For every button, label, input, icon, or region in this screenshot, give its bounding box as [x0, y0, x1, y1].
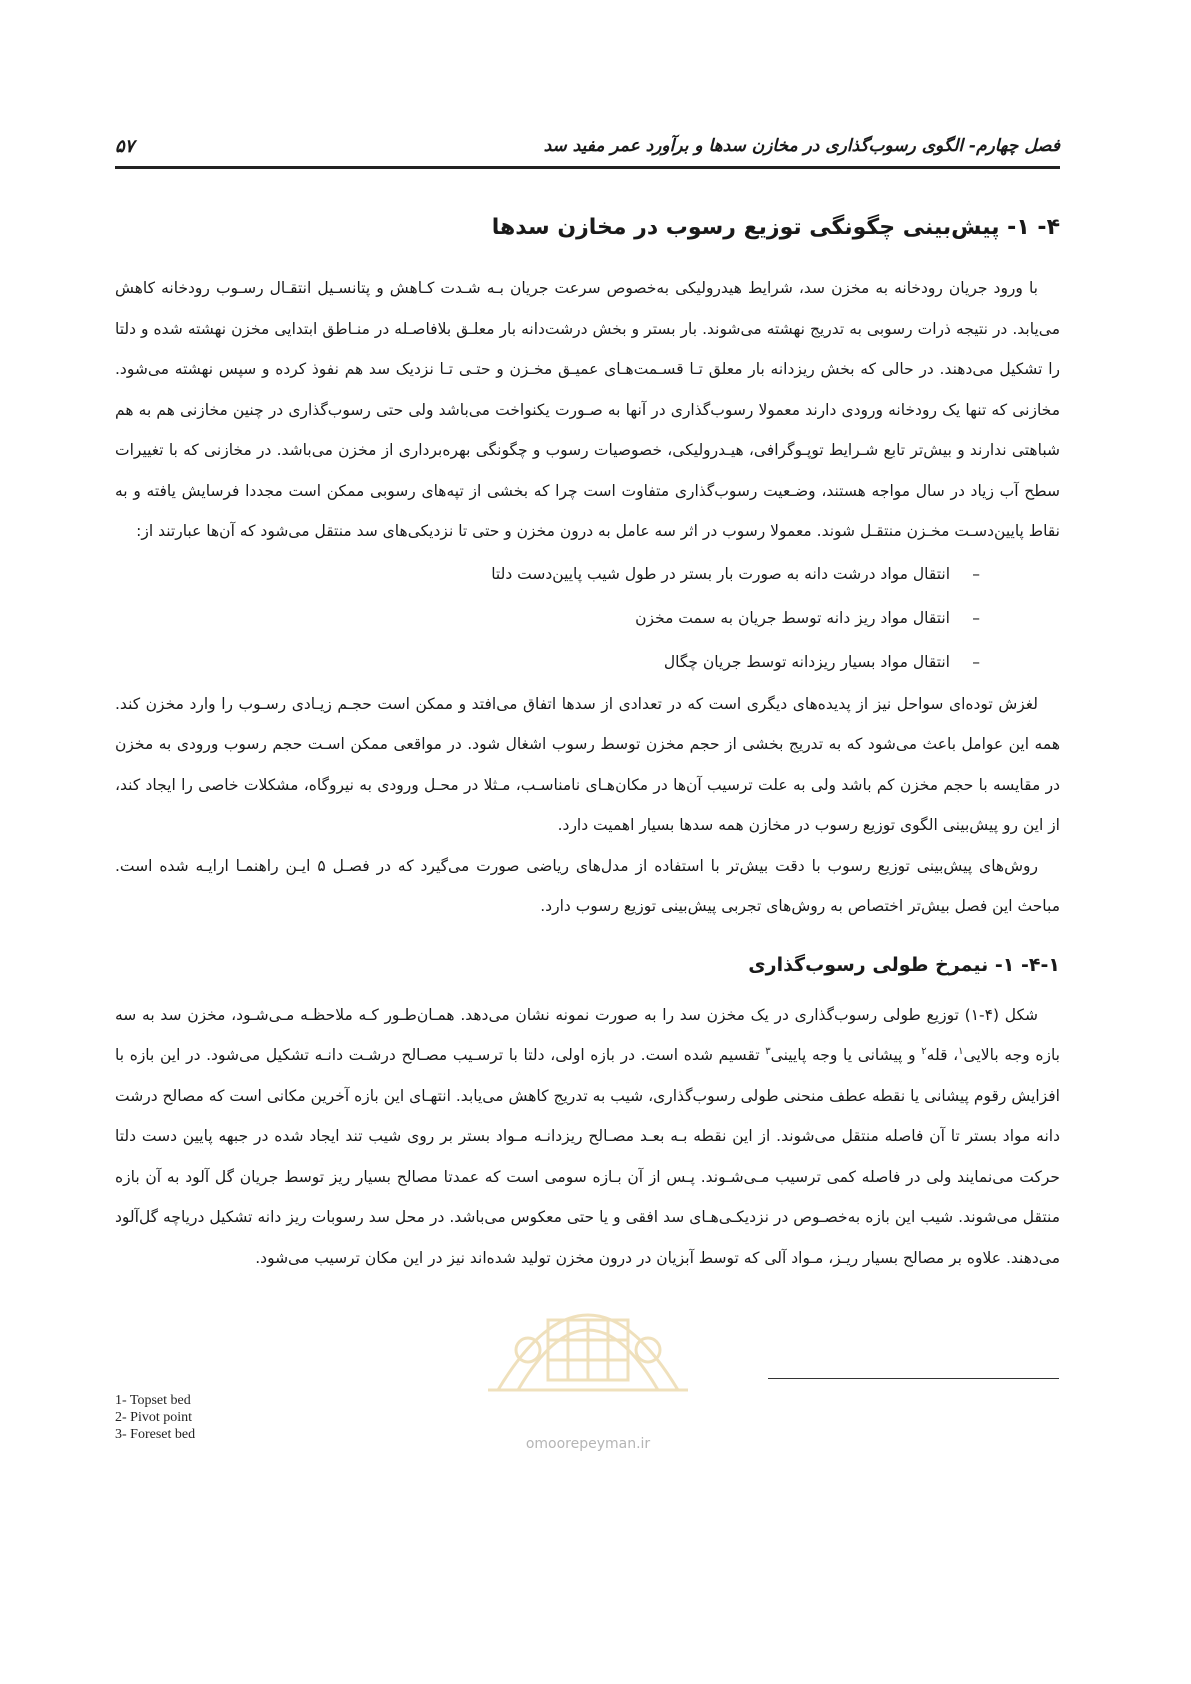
- watermark-text: omoorepeyman.ir: [525, 1436, 651, 1452]
- footnote-item: 1- Topset bed: [115, 1393, 191, 1408]
- page-number: ۵۷: [115, 135, 135, 157]
- dash-bullet: –: [972, 608, 980, 627]
- footnote-ref-1: ۱: [958, 1045, 964, 1057]
- footnote-ref-2: ۲: [921, 1045, 927, 1057]
- list-item: [115, 596, 980, 640]
- header-rule: [115, 166, 1060, 169]
- chapter-title: فصل چهارم- الگوی رسوب‌گذاری در مخازن سدها و برآورد عمر مفید سد: [543, 136, 1060, 156]
- main-content: [115, 210, 1060, 1278]
- section-heading: ۴- ۱- پیش‌بینی چگونگی توزیع رسوب در مخازن سدها: [491, 215, 1060, 240]
- paragraph-methods: روش‌های پیش‌بینی توزیع رسوب با دقت بیش‌تر با استفاده از مدل‌های ریاضی صورت می‌گیرد که در فصـل ۵ ایـن راهنمـا ارایـه شده است. مباحث این فصل بیش‌تر اختصاص به روش‌های تجربی پیش‌بینی توزیع رسوب دارد.: [115, 856, 1060, 915]
- footnote-item: 2- Pivot point: [115, 1410, 193, 1425]
- list-item-text: انتقال مواد بسیار ریزدانه توسط جریان چگال: [663, 652, 950, 671]
- running-header: [115, 128, 1060, 164]
- dash-bullet: –: [972, 652, 980, 671]
- list-item: [115, 552, 980, 596]
- footnote-rule: [768, 1378, 1059, 1379]
- paragraph-landslide: لغزش توده‌ای سواحل نیز از پدیده‌های دیگری است که در تعدادی از سدها اتفاق می‌افتد و ممکن است حجـم زیـادی رسـوب را وارد مخزن کند. همه این عوامل باعث می‌شود که به تدریج بخشی از حجم مخزن توسط رسوب اشغال شود. در مواقعی ممکن اسـت حجم رسوب ورودی به مخزن در مقایسه با حجم مخزن کم باشد ولی به علت ترسیب آن‌ها در مکان‌هـای نامناسـب، مـثلا در محـل ورودی به نیروگاه، مشکلات خاصی را ایجاد کند، از این رو پیش‌بینی الگوی توزیع رسوب در مخازن همه سدها بسیار اهمیت دارد.: [115, 694, 1060, 834]
- footnote-ref-3: ۳: [765, 1045, 771, 1057]
- list-item: [115, 640, 980, 684]
- profile-text-4: تقسیم شده است. در بازه اولی، دلتا با ترسـیب مصـالح درشـت دانـه تشکیل می‌شود. در این بازه با افزایش رقوم پیشانی یا نقطه عطف منحنی طولی رسوب‌گذاری، شیب به تدریج کاهش می‌یابد. انتهـای این بازه آخرین مکانی است که مصالح درشت دانه مواد بستر تا آن فاصله منتقل می‌شوند. از این نقطه بـه بعـد مصـالح ریزدانـه مـواد بستر بر روی شیب تند ایجاد شده در جبهه پایین دست دلتا حرکت می‌نمایند ولی در فاصله کمی ترسیب مـی‌شـوند. پـس از آن بـازه سومی است که عمدتا مصالح بسیار ریز توسط جریان گل آلود به آن بازه منتقل می‌شوند. شیب این بازه به‌خصـوص در نزدیکـی‌هـای سد افقی و یا حتی معکوس می‌باشد. در محل سد رسوبات ریز دانه تشکیل دریاچه گل‌آلود می‌دهند. علاوه بر مصالح بسیار ریـز، مـواد آلی که توسط آبزیان در درون مخزن تولید شده‌اند نیز در این مکان ترسیب می‌شود.: [115, 1046, 1060, 1267]
- transport-list: [115, 552, 1060, 684]
- paragraph-intro: با ورود جریان رودخانه به مخزن سد، شرایط هیدرولیکی به‌خصوص سرعت جریان بـه شـدت کـاهش و پتانسـیل انتقـال رسـوب رودخانه کاهش می‌یابد. در نتیجه ذرات رسوبی به تدریج نهشته می‌شوند. بار بستر و بخش درشت‌دانه بار معلـق بلافاصـله در منـاطق ابتدایی مخزن نهشته شده و دلتا را تشکیل می‌دهند. در حالی که بخش ریزدانه بار معلق تـا قسـمت‌هـای عمیـق مخـزن و حتـی تـا نزدیک سد هم نفوذ کرده و سپس نهشته می‌شود. مخازنی که تنها یک رودخانه ورودی دارند معمولا رسوب‌گذاری در آنها به صـورت یکنواخت می‌باشد ولی حتی رسوب‌گذاری در چنین مخازنی هم به هم شباهتی ندارند و بیش‌تر تابع شـرایط توپـوگرافی، هیـدرولیکی، خصوصیات رسوب و چگونگی بهره‌برداری از مخزن می‌باشد. در مخازنی که با تغییرات سطح آب زیاد در سال مواجه هستند، وضـعیت رسوب‌گذاری متفاوت است چرا که بخشی از تپه‌های رسوبی ممکن است مجددا فرسایش یافته و به نقاط پایین‌دسـت مخـزن منتقـل شوند. معمولا رسوب در اثر سه عامل به درون مخزن و حتی تا نزدیکی‌های سد منتقل می‌شود که آن‌ها عبارتند از:: [115, 279, 1060, 540]
- paragraph-profile: [115, 995, 1060, 1279]
- subsection-heading: ۴-۱- ۱- نیمرخ طولی رسوب‌گذاری: [748, 953, 1060, 976]
- list-item-text: انتقال مواد ریز دانه توسط جریان به سمت مخزن: [635, 608, 950, 627]
- profile-text-2: ، قله: [926, 1046, 959, 1064]
- list-item-text: انتقال مواد درشت دانه به صورت بار بستر در طول شیب پایین‌دست دلتا: [491, 564, 950, 583]
- footnotes: [115, 1392, 195, 1443]
- footnote-item: 3- Foreset bed: [115, 1427, 196, 1442]
- profile-text-1: شکل (۴-۱) توزیع طولی رسوب‌گذاری در یک مخزن سد را به صورت نمونه نشان می‌دهد. همـان‌طـور کـه ملاحظـه مـی‌شـود، مخزن سد به سه بازه وجه بالایی: [115, 1005, 1060, 1064]
- profile-text-3: و پیشانی یا وجه پایینی: [770, 1046, 922, 1064]
- dash-bullet: –: [972, 564, 980, 583]
